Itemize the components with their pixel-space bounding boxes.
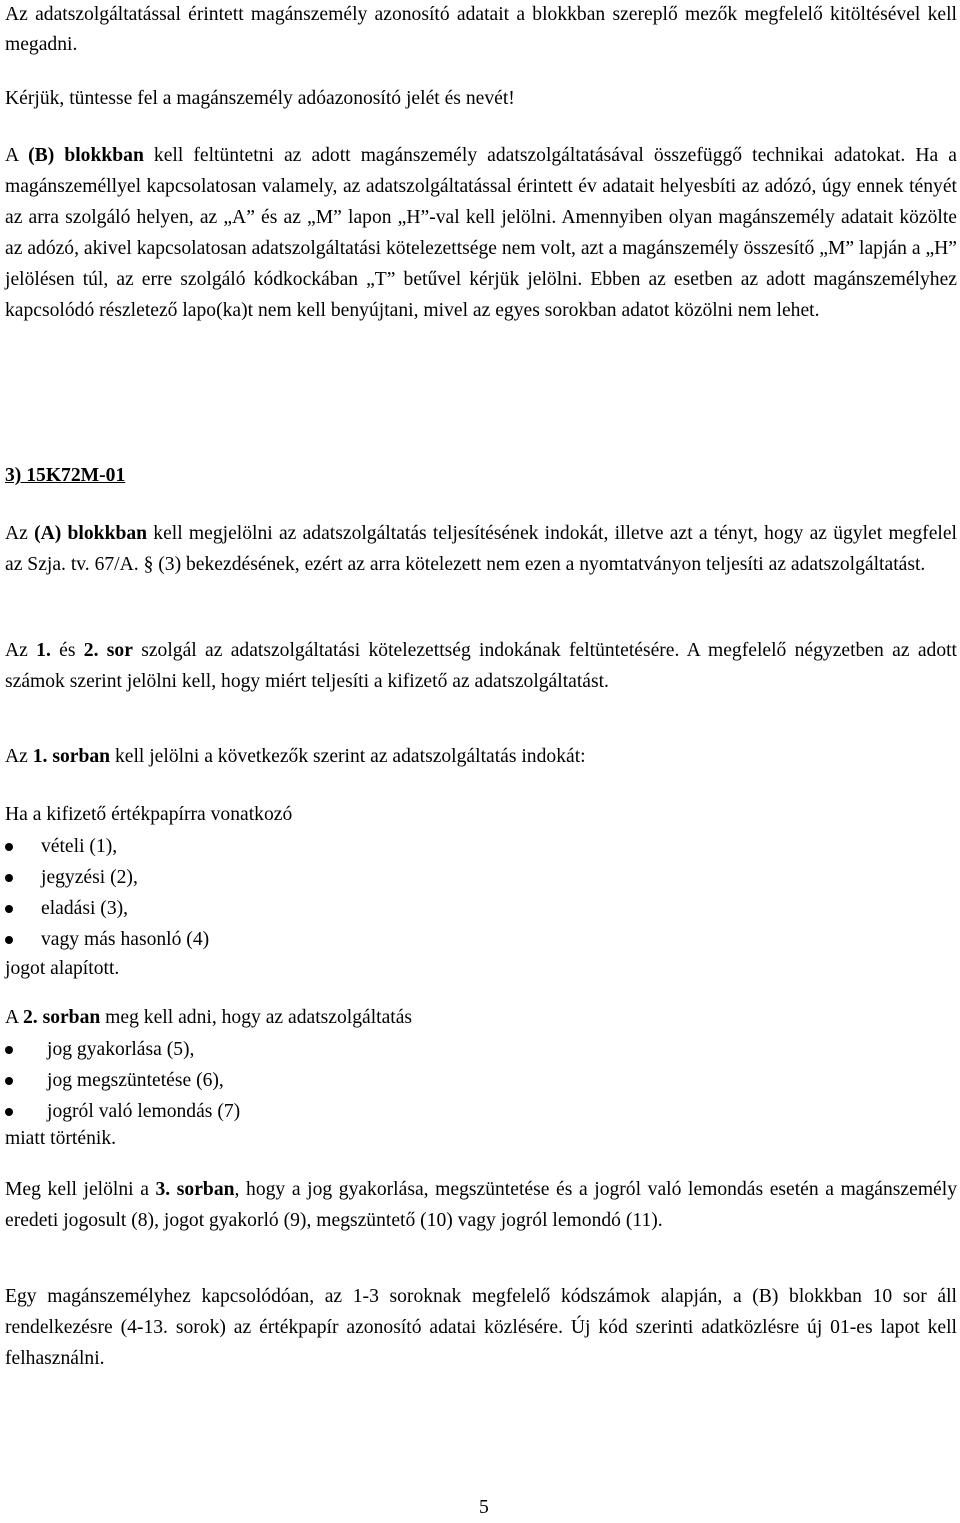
list-item: jogról való lemondás (7) xyxy=(5,1096,240,1127)
document-page xyxy=(5,0,957,1523)
list-item: vagy más hasonló (4) xyxy=(5,924,209,955)
bold-term: 1. xyxy=(36,640,51,661)
list-item: jog gyakorlása (5), xyxy=(5,1034,240,1065)
paragraph-b-block xyxy=(5,140,957,326)
paragraph-text: , hogy a jog gyakorlása, megszüntetése és a jogról való lemondás esetén a magánszemély eredeti jogosult (8), jogot gyakorló (9), megszüntető (10) vagy jogról lemondó (11). xyxy=(5,1179,957,1231)
paragraph-text: Az xyxy=(5,523,35,544)
paragraph-text: meg kell adni, hogy az adatszolgáltatás xyxy=(100,1007,413,1028)
paragraph-b-rows xyxy=(5,1281,957,1374)
paragraph-text: kell feltüntetni az adott magánszemély adatszolgáltatásával összefüggő technikai adatokat. Ha a magánszeméllyel kapcsolatosan valamely, az adatszolgáltatással érintett év adatait helyesbíti az adózó, úgy ennek tényét az arra szolgáló helyen, az „A” és az „M” lapon „H”-val kell jelölni. Amennyiben olyan magánszemély adatait közölte az adózó, akivel kapcsolatosan adatszolgáltatási kötelezettsége nem volt, azt a magánszemély összesítő „M” lapján a „H” jelölésen túl, az erre szolgáló kódkockában „T” betűvel kérjük jelölni. Ebben az esetben az adott magánszemélyhez kapcsolódó részletező lapo(ka)t nem kell benyújtani, mivel az egyes sorokban adatot közölni nem lehet. xyxy=(5,145,957,321)
paragraph-row-1 xyxy=(5,742,957,773)
paragraph-text: A xyxy=(5,145,29,166)
list1 xyxy=(5,831,209,955)
bold-term: 1. sorban xyxy=(32,746,111,767)
paragraph-rows-1-2 xyxy=(5,635,957,697)
paragraph-identification xyxy=(5,0,957,59)
list1-intro: Ha a kifizető értékpapírra vonatkozó xyxy=(5,804,293,825)
bold-term: 2. sor xyxy=(83,640,133,661)
list-item: jegyzési (2), xyxy=(5,862,209,893)
paragraph-row-3 xyxy=(5,1174,957,1236)
paragraph-text: Egy magánszemélyhez kapcsolódóan, az 1-3 soroknak megfelelő kódszámok alapján, a (B) blokkban 10 sor áll rendelkezésre (4-13. sorok) az értékpapír azonosító adatai közlésére. Új kód szerinti adatközlésre új 01-es lapot kell felhasználni. xyxy=(5,1286,957,1369)
paragraph-a-block xyxy=(5,518,957,580)
paragraph-text: kell megjelölni az adatszolgáltatás teljesítésének indokát, illetve azt a tényt, hogy az ügylet megfelel az Szja. tv. 67/A. § (3) bekezdésének, ezért az arra kötelezett nem ezen a nyomtatványon teljesíti az adatszolgáltatást. xyxy=(5,523,957,575)
bold-term: (A) blokkban xyxy=(34,523,148,544)
paragraph-text: Az adatszolgáltatással érintett magánszemély azonosító adatait a blokkban szereplő mezők megfelelő kitöltésével kell megadni. xyxy=(5,4,957,55)
paragraph-text: és xyxy=(50,640,84,661)
list2-outro: miatt történik. xyxy=(5,1128,117,1149)
list2-intro xyxy=(5,1003,412,1033)
list-item: vételi (1), xyxy=(5,831,209,862)
paragraph-text: kell jelölni a következők szerint az adatszolgáltatás indokát: xyxy=(110,746,586,767)
paragraph-text: Az xyxy=(5,640,37,661)
bold-term: (B) blokkban xyxy=(28,145,144,166)
paragraph-text: szolgál az adatszolgáltatási kötelezettség indokának feltüntetésére. A megfelelő négyzetben az adott számok szerint jelölni kell, hogy miért teljesíti a kifizető az adatszolgáltatást. xyxy=(5,640,958,692)
paragraph-request xyxy=(5,84,957,115)
list-item: eladási (3), xyxy=(5,893,209,924)
list2 xyxy=(5,1034,240,1127)
bold-term: 2. sorban xyxy=(22,1007,101,1028)
section-heading: 3) 15K72M-01 xyxy=(5,465,126,486)
paragraph-text: Az xyxy=(5,746,33,767)
list1-outro: jogot alapított. xyxy=(5,958,120,979)
list-item: jog megszüntetése (6), xyxy=(5,1065,240,1096)
page-number: 5 xyxy=(479,1497,489,1518)
paragraph-text: Kérjük, tüntesse fel a magánszemély adóazonosító jelét és nevét! xyxy=(5,88,515,109)
paragraph-text: Meg kell jelölni a xyxy=(5,1179,156,1200)
bold-term: 3. sorban xyxy=(155,1179,235,1200)
paragraph-text: A xyxy=(5,1007,23,1028)
